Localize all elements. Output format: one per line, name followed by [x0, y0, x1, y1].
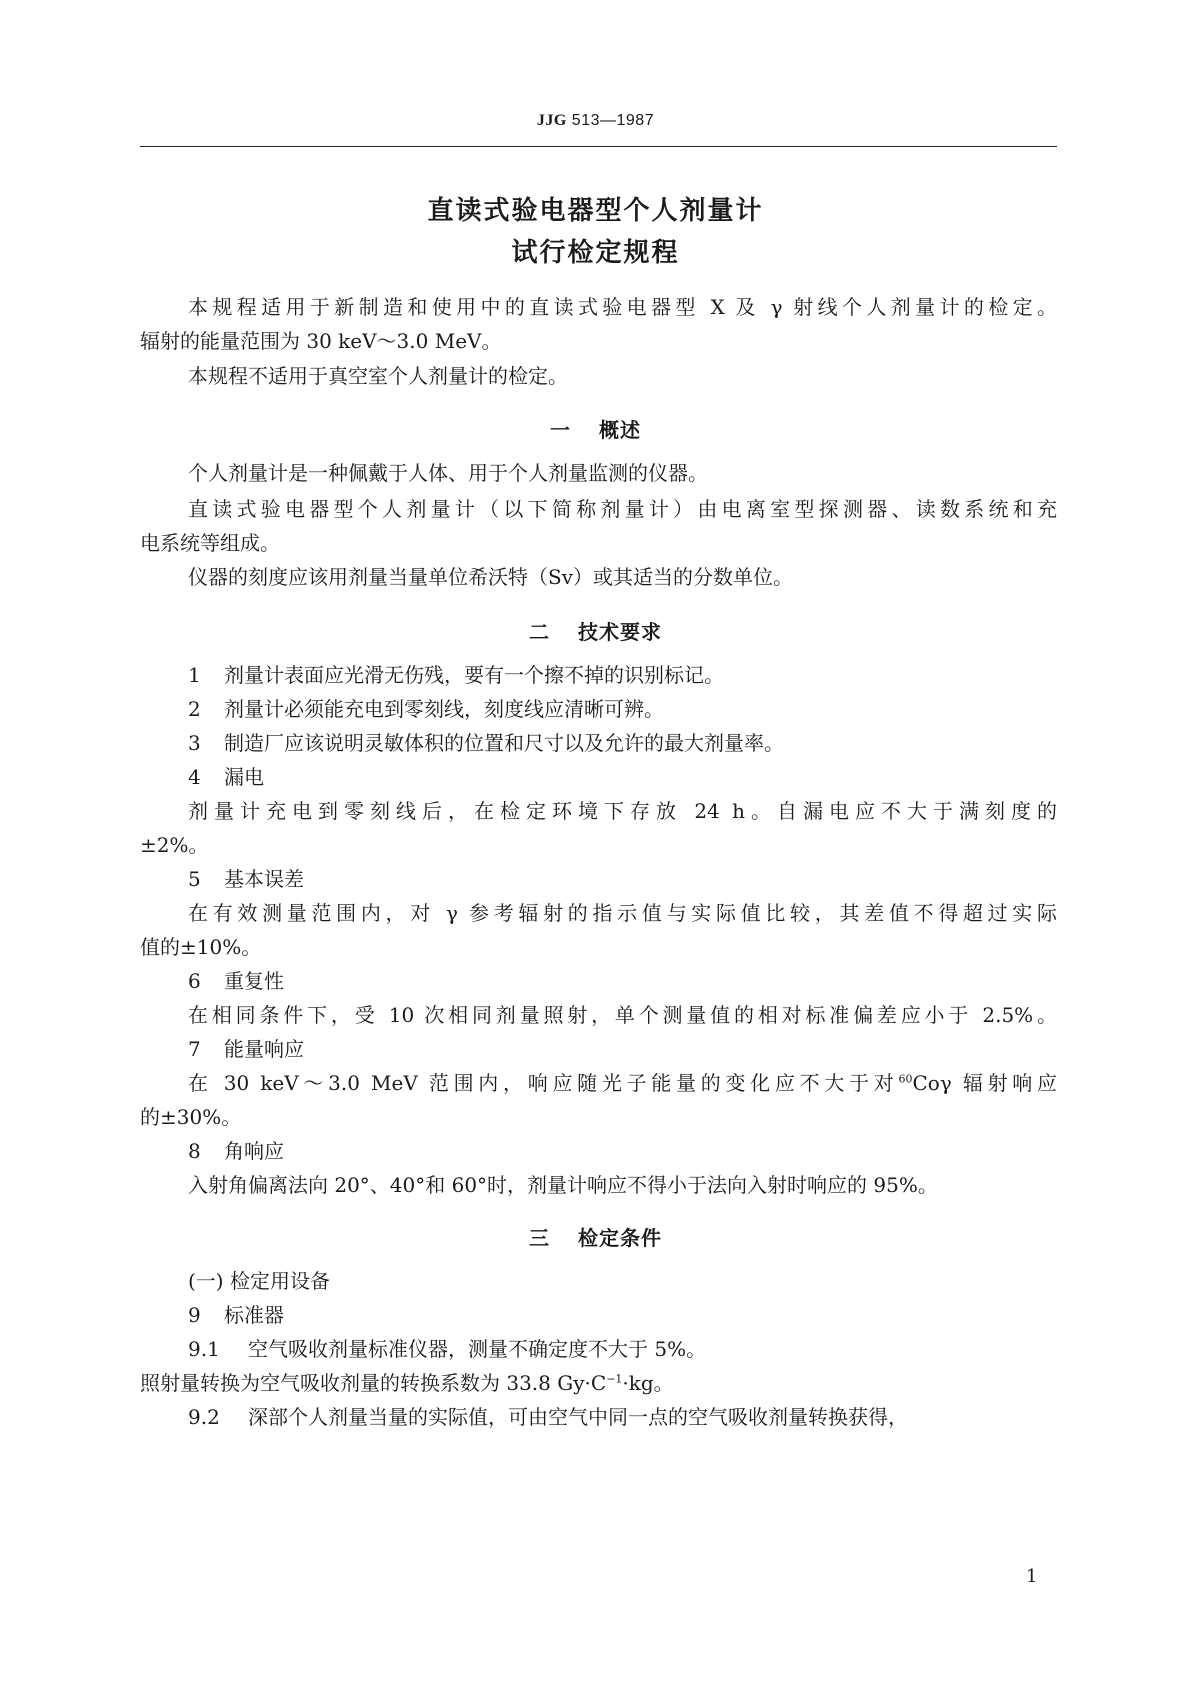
condition-9-1-line2	[140, 1373, 674, 1393]
overview-p2-line1: 直读式验电器型个人剂量计（以下简称剂量计）由电离室型探测器、读数系统和充	[188, 497, 1057, 521]
text-part: Coγ 辐射响应	[912, 1071, 1058, 1095]
requirement-item-1	[188, 665, 724, 685]
section-title: 概述	[599, 418, 641, 442]
intro-p2: 本规程不适用于真空室个人剂量计的检定。	[188, 364, 568, 388]
standard-code: JJG	[536, 112, 567, 129]
requirement-7-line2: 的±30%。	[140, 1105, 242, 1129]
item-number: 3	[188, 731, 201, 755]
condition-item-9	[188, 1305, 284, 1325]
item-number: 9.2	[188, 1405, 220, 1429]
requirement-8-line1: 入射角偏离法向 20°、40°和 60°时，剂量计响应不得小于法向入射时响应的 95%。	[188, 1173, 938, 1197]
overview-p1: 个人剂量计是一种佩戴于人体、用于个人剂量监测的仪器。	[188, 461, 708, 485]
item-number: 9.1	[188, 1337, 220, 1361]
requirement-item-7	[188, 1039, 304, 1059]
section-heading-3	[0, 1222, 1191, 1251]
condition-item-9-1	[188, 1339, 706, 1359]
requirement-item-5	[188, 869, 304, 889]
intro-p1-line1: 本规程适用于新制造和使用中的直读式验电器型 X 及 γ 射线个人剂量计的检定。	[188, 295, 1057, 319]
item-number: 2	[188, 697, 201, 721]
overview-p2-line2: 电系统等组成。	[140, 531, 280, 555]
requirement-5-line1: 在有效测量范围内，对 γ 参考辐射的指示值与实际值比较，其差值不得超过实际	[188, 901, 1057, 925]
item-text: 剂量计表面应光滑无伤残，要有一个擦不掉的识别标记。	[224, 663, 724, 687]
item-number: 7	[188, 1037, 201, 1061]
item-text: 空气吸收剂量标准仪器，测量不确定度不大于 5%。	[248, 1337, 707, 1361]
item-text: 标准器	[224, 1303, 284, 1327]
requirement-4-line1: 剂量计充电到零刻线后，在检定环境下存放 24 h。自漏电应不大于满刻度的	[188, 799, 1057, 823]
subsection-heading: (一) 检定用设备	[188, 1269, 330, 1293]
requirement-4-line2: ±2%。	[140, 833, 209, 857]
requirement-6-line1: 在相同条件下，受 10 次相同剂量照射，单个测量值的相对标准偏差应小于 2.5%。	[188, 1003, 1057, 1027]
standard-number: 513—1987	[571, 112, 655, 129]
requirement-5-line2: 值的±10%。	[140, 935, 262, 959]
item-number: 6	[188, 969, 201, 993]
page-number: 1	[1026, 1566, 1038, 1587]
exponent: −1	[606, 1372, 623, 1386]
running-header	[0, 112, 1191, 130]
section-title: 技术要求	[578, 620, 662, 644]
doc-title-line1: 直读式验电器型个人剂量计	[427, 196, 764, 226]
doc-title-line2: 试行检定规程	[511, 238, 680, 268]
section-title: 检定条件	[578, 1226, 662, 1250]
header-rule	[140, 146, 1057, 147]
requirement-item-3	[188, 733, 784, 753]
item-number: 1	[188, 663, 201, 687]
requirement-item-8	[188, 1141, 284, 1161]
requirement-item-6	[188, 971, 284, 991]
item-text: 剂量计必须能充电到零刻线，刻度线应清晰可辨。	[224, 697, 664, 721]
section-number: 三	[529, 1226, 550, 1250]
item-number: 9	[188, 1303, 201, 1327]
overview-p3: 仪器的刻度应该用剂量当量单位希沃特（Sv）或其适当的分数单位。	[188, 565, 793, 589]
item-text: 能量响应	[224, 1037, 304, 1061]
text-part: ·kg。	[622, 1371, 674, 1395]
item-text: 基本误差	[224, 867, 304, 891]
item-text: 角响应	[224, 1139, 284, 1163]
section-heading-2	[0, 616, 1191, 645]
requirement-item-2	[188, 699, 664, 719]
condition-item-9-2	[188, 1407, 908, 1427]
item-number: 8	[188, 1139, 201, 1163]
item-number: 4	[188, 765, 201, 789]
item-text: 漏电	[224, 765, 264, 789]
intro-p1-line2: 辐射的能量范围为 30 keV～3.0 MeV。	[140, 329, 502, 353]
text-part: 照射量转换为空气吸收剂量的转换系数为 33.8 Gy·C	[140, 1371, 607, 1395]
section-number: 一	[550, 418, 571, 442]
item-text: 制造厂应该说明灵敏体积的位置和尺寸以及允许的最大剂量率。	[224, 731, 784, 755]
section-number: 二	[529, 620, 550, 644]
isotope-mass-number: 60	[898, 1072, 913, 1086]
item-number: 5	[188, 867, 201, 891]
item-text: 重复性	[224, 969, 284, 993]
section-heading-1	[0, 414, 1191, 443]
text-part: 在 30 keV～3.0 MeV 范围内，响应随光子能量的变化应不大于对	[188, 1071, 899, 1095]
requirement-item-4	[188, 767, 264, 787]
item-text: 深部个人剂量当量的实际值，可由空气中同一点的空气吸收剂量转换获得，	[248, 1405, 908, 1429]
requirement-7-line1	[188, 1073, 1057, 1093]
